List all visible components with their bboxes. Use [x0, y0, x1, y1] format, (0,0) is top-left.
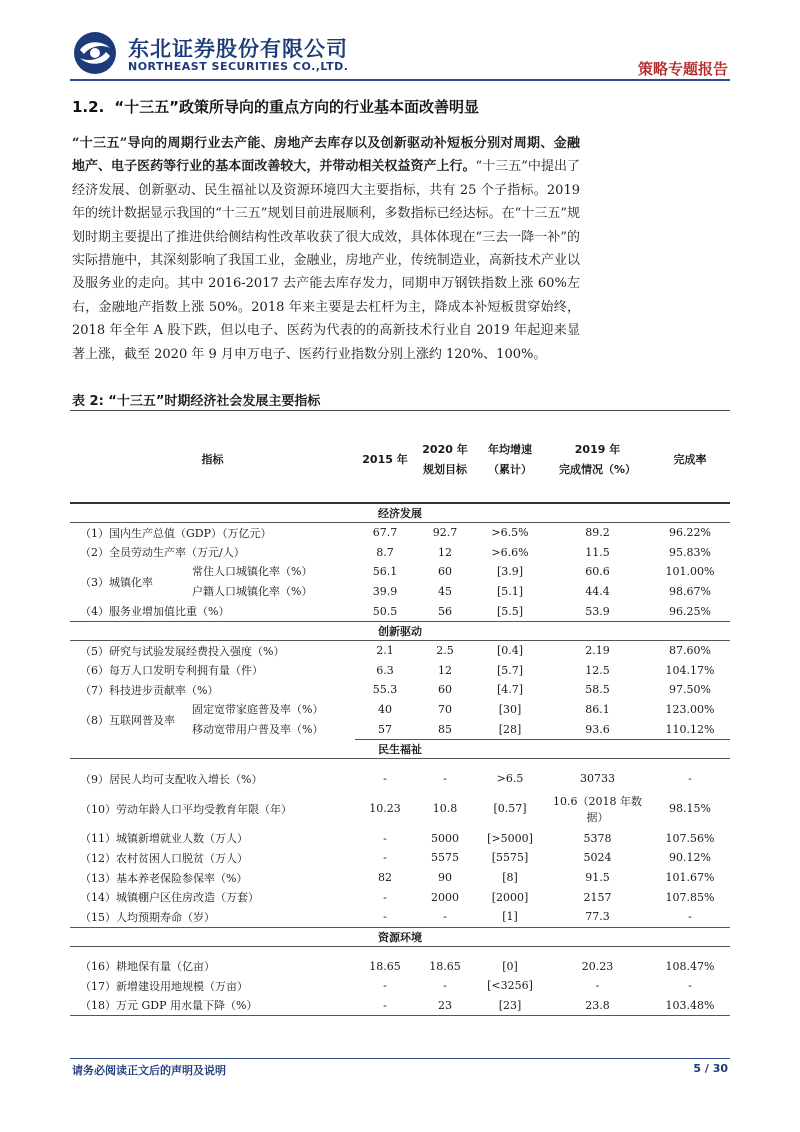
indicators-table	[70, 418, 730, 1016]
sub-indicator-label: 固定宽带家庭普及率（%）	[192, 703, 324, 716]
table-row: 39.9 45 [5.1] 44.4 98.67%	[372, 585, 711, 599]
northeast-securities-logo-icon	[72, 30, 118, 76]
section-number: 1.2.	[72, 98, 105, 116]
table-row: （4）服务业增加值比重（%） 50.5 56 [5.5] 53.9 96.25%	[70, 601, 730, 621]
header-divider	[70, 79, 730, 81]
table-row: 57 85 [28] 93.6 110.12%	[70, 719, 730, 739]
page-header	[0, 0, 800, 80]
header-annual-growth: 年均增速 （累计）	[475, 418, 545, 503]
footer-divider	[70, 1058, 730, 1059]
page-number: 5 / 30	[693, 1062, 728, 1075]
table-caption: 表 2: “十三五”时期经济社会发展主要指标	[72, 394, 321, 409]
table-row: （10）劳动年龄人口平均受教育年限（年） 10.23 10.8 [0.57] 10.6（2018 年数 据） 98.15%	[80, 794, 711, 824]
table-row: （14）城镇棚户区住房改造（万套） - 2000 [2000] 2157 107.85%	[80, 890, 715, 905]
table-row: （7）科技进步贡献率（%） 55.3 60 [4.7] 58.5 97.50%	[80, 683, 711, 697]
report-type-label: 策略专题报告	[637, 60, 728, 78]
header-2019-actual: 2019 年 完成情况（%）	[545, 418, 650, 503]
sub-indicator-label: 常住人口城镇化率（%）	[192, 565, 313, 579]
group-row-innovation: 创新驱动	[70, 621, 730, 640]
footer-disclaimer-note: 请务必阅读正文后的声明及说明	[72, 1064, 226, 1077]
table-row: （17）新增建设用地规模（万亩） - - [<3256] - -	[80, 979, 692, 993]
header-indicator: 指标	[70, 418, 355, 503]
company-name-cn: 东北证券股份有限公司	[128, 37, 348, 61]
section-title-text: “十三五”政策所导向的重点方向的行业基本面改善明显	[114, 98, 480, 116]
table-row: （18）万元 GDP 用水量下降（%） - 23 [23] 23.8 103.48%	[70, 996, 730, 1016]
header-2020-target: 2020 年 规划目标	[415, 418, 475, 503]
body-lead-sentence: “十三五”导向的周期行业去产能、房地产去库存以及创新驱动补短板分别对周期、金融地产、电子医药等行业的基本面改善较大，并带动相关权益资产上行。	[72, 136, 580, 175]
table-row: （9）居民人均可支配收入增长（%） - - >6.5 30733 -	[80, 772, 692, 786]
table-row: （5）研究与试验发展经费投入强度（%） 2.1 2.5 [0.4] 2.19 87.60%	[80, 644, 711, 658]
table-caption-divider	[70, 410, 730, 411]
company-name-en: NORTHEAST SECURITIES CO.,LTD.	[128, 60, 349, 73]
section-title	[72, 96, 479, 117]
sub-indicator-label: 移动宽带用户普及率（%）	[192, 722, 324, 736]
sub-indicator-label: 户籍人口城镇化率（%）	[192, 584, 313, 598]
split-sub-labels	[192, 700, 355, 739]
table-row: （13）基本养老保险参保率（%） 82 90 [8] 91.5 101.67%	[80, 871, 715, 885]
group-row-welfare: 民生福祉	[70, 739, 730, 758]
table-row: （8）互联网普及率 固定宽带家庭普及率（%） 移动宽带用户普及率（%） 40 70 [30] 86.1 123.00%	[70, 700, 730, 720]
table-header-row	[70, 418, 730, 503]
table-row: （2）全员劳动生产率（万元/人） 8.7 12 >6.6% 11.5 95.83%	[80, 545, 711, 560]
body-paragraph	[72, 132, 580, 366]
table-row: （11）城镇新增就业人数（万人） - 5000 [>5000] 5378 107.56%	[80, 831, 715, 846]
split-sub-labels	[192, 562, 355, 601]
header-2015: 2015 年	[355, 418, 415, 503]
header-completion-rate: 完成率	[650, 418, 730, 503]
body-remaining-text: “十三五”中提出了经济发展、创新驱动、民生福祉以及资源环境四大主要指标，共有 25 个子指标。2019 年的统计数据显示我国的“十三五”规划目前进展顺利，多数指标已经达标。在“十三五”规划时期主要提出了推进供给侧结构性改革收获了很大成效，具体体现在“三去一降一补”的实际措施中，其深刻影响了我国工业，金融业，房地产业，传统制造业，高新技术产业以及服务业的走向。其中 2016-2017 去产能去库存发力，同期申万钢铁指数上涨 60%左右，金融地产指数上涨 50%。2018 年来主要是去杠杆为主，降成本补短板贯穿始终，2018 年全年 A 股下跌，但以电子、医药为代表的的高新技术行业自 2019 年起迎来显著上涨，截至 2020 年 9 月申万电子、医药行业指数分别上涨约 120%、100%。	[72, 159, 580, 362]
table-row: （1）国内生产总值（GDP）（万亿元） 67.7 92.7 >6.5% 89.2 96.22%	[80, 526, 711, 540]
table-row: （6）每万人口发明专利拥有量（件） 6.3 12 [5.7] 12.5 104.17%	[80, 663, 715, 678]
table-row: （15）人均预期寿命（岁） - - [1] 77.3 -	[70, 907, 730, 927]
table-row: （3）城镇化率 常住人口城镇化率（%） 户籍人口城镇化率（%） 56.1 60 [3.9] 60.6 101.00%	[70, 562, 730, 582]
table-row: （16）耕地保有量（亿亩） 18.65 18.65 [0] 20.23 108.47%	[80, 959, 715, 974]
table-row: （12）农村贫困人口脱贫（万人） - 5575 [5575] 5024 90.12%	[80, 851, 711, 865]
group-row-economy: 经济发展	[70, 503, 730, 523]
group-row-resources: 资源环境	[70, 927, 730, 946]
